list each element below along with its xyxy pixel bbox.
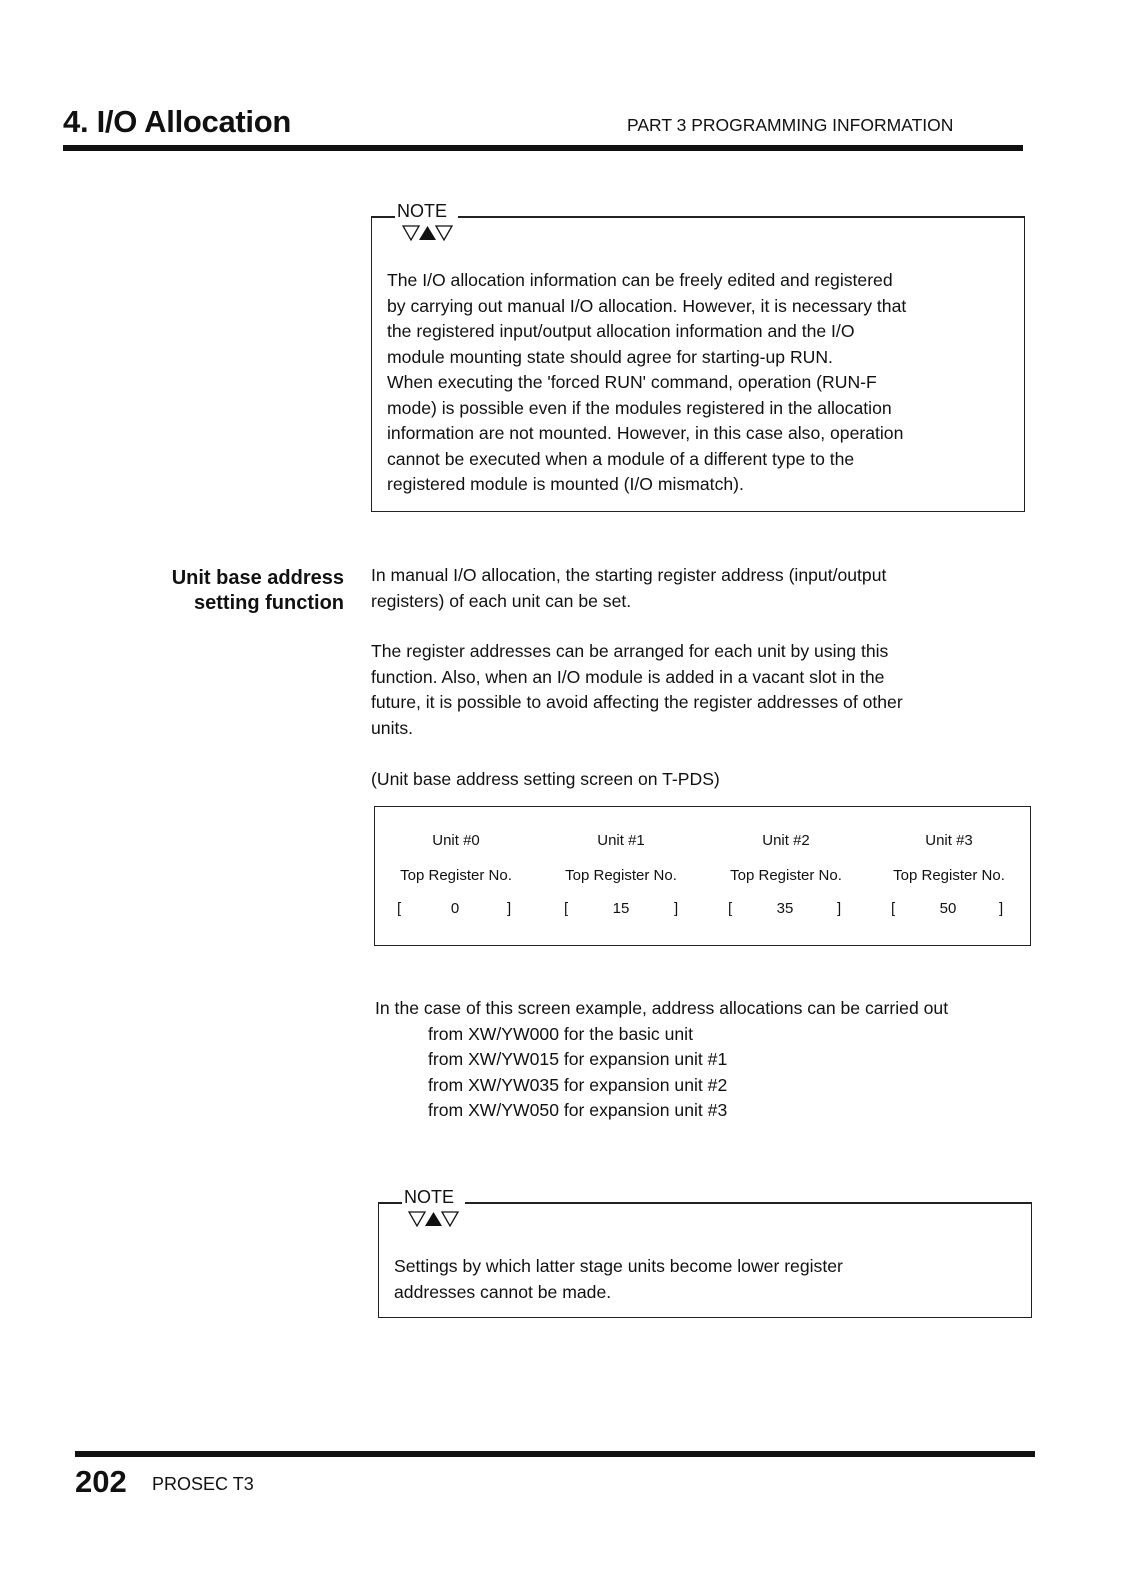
example-item: from XW/YW015 for expansion unit #1 [428,1049,728,1069]
register-label: Top Register No. [400,867,512,884]
bracket-close: ] [999,900,1004,917]
note-line: cannot be executed when a module of a different type to the [387,448,855,469]
note-line: module mounting state should agree for starting-up RUN. [387,346,833,367]
section-heading-line: Unit base address [171,567,344,589]
note-line: The I/O allocation information can be freely edited and registered [387,270,893,290]
register-label: Top Register No. [565,867,677,884]
page-title: 4. I/O Allocation [63,104,292,139]
note-triangles-icon [402,224,454,242]
page-number: 202 [75,1464,127,1499]
bracket-close: ] [674,900,679,917]
note-line: Settings by which latter stage units become lower register [394,1256,843,1276]
body-line: function. Also, when an I/O module is added in a vacant slot in the [371,666,885,687]
unit-name: Unit #0 [432,832,480,849]
bracket-close: ] [507,900,512,917]
header-rule [63,145,1023,151]
body-line: The register addresses can be arranged for each unit by using this [371,641,889,661]
note-line: by carrying out manual I/O allocation. However, it is necessary that [387,295,907,316]
register-label: Top Register No. [730,867,842,884]
section-heading [172,566,344,616]
bracket-open: [ [564,900,569,917]
example-item: from XW/YW050 for expansion unit #3 [428,1100,728,1120]
section-heading-line: setting function [194,592,344,614]
note-line: When executing the 'forced RUN' command, operation (RUN-F [387,372,877,392]
product-name: PROSEC T3 [152,1474,254,1494]
footer-rule [75,1451,1035,1457]
bracket-close: ] [837,900,842,917]
part-heading: PART 3 PROGRAMMING INFORMATION [627,115,954,135]
example-item: from XW/YW035 for expansion unit #2 [428,1074,728,1095]
note-line: the registered input/output allocation information and the I/O [387,321,855,341]
unit-name: Unit #1 [597,832,645,849]
body-line: units. [371,717,414,738]
bracket-open: [ [397,900,402,917]
bracket-open: [ [728,900,733,917]
register-label: Top Register No. [893,867,1005,884]
note-line: registered module is mounted (I/O mismatch). [387,474,744,494]
body-line: future, it is possible to avoid affecting the register addresses of other [371,692,903,712]
register-value-field[interactable]: 15 [612,900,630,917]
unit-name: Unit #3 [925,832,973,849]
note-line: information are not mounted. However, in this case also, operation [387,423,904,443]
unit-name: Unit #2 [762,832,810,849]
bracket-open: [ [891,900,896,917]
note-triangles-icon [408,1210,460,1228]
example-intro: In the case of this screen example, address allocations can be carried out [375,998,949,1018]
note-label: NOTE [404,1187,455,1207]
body-line: In manual I/O allocation, the starting register address (input/output [371,565,887,585]
register-value-field[interactable]: 35 [776,900,794,917]
body-line: registers) of each unit can be set. [371,590,632,611]
unit-base-address-screen [374,806,1031,946]
register-value-field[interactable]: 0 [450,900,460,917]
screen-caption: (Unit base address setting screen on T-PDS) [371,769,720,789]
example-item: from XW/YW000 for the basic unit [428,1023,693,1044]
register-value-field[interactable]: 50 [939,900,957,917]
note-line: addresses cannot be made. [394,1281,612,1302]
note-label: NOTE [397,201,448,221]
note-line: mode) is possible even if the modules registered in the allocation [387,397,892,418]
